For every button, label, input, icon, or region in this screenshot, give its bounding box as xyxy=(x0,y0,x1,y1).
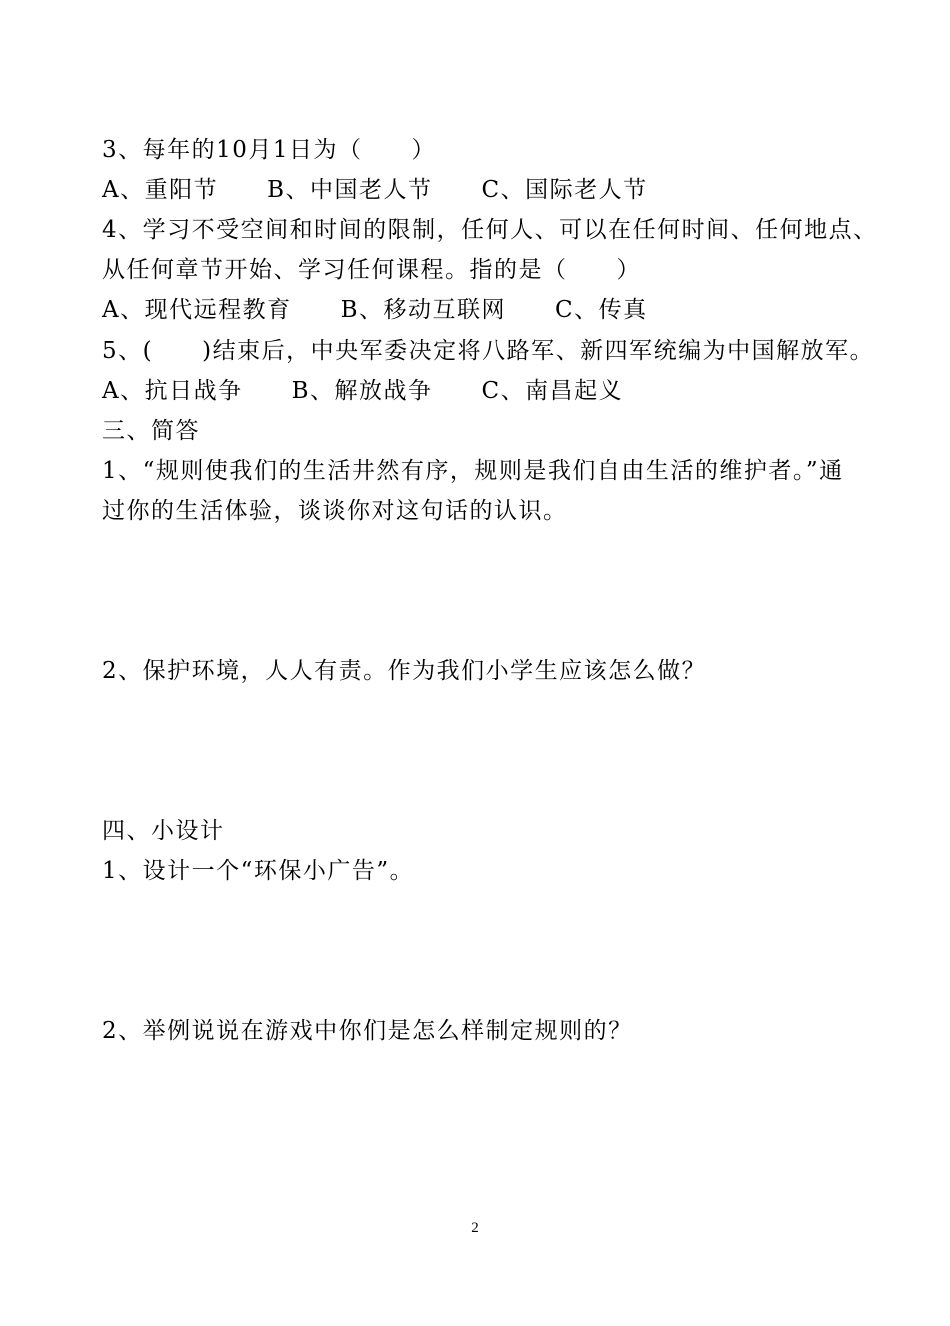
question-5: 5、( )结束后，中央军委决定将八路军、新四军统编为中国解放军。 xyxy=(102,338,875,364)
question-4-options: A、现代远程教育 B、移动互联网 C、传真 xyxy=(102,297,648,323)
section-4-question-1: 1、设计一个“环保小广告”。 xyxy=(102,858,415,884)
question-5-options: A、抗日战争 B、解放战争 C、南昌起义 xyxy=(102,378,624,404)
question-4-line-2: 从任何章节开始、学习任何课程。指的是（ ） xyxy=(102,257,641,283)
section-4-question-2: 2、举例说说在游戏中你们是怎么样制定规则的？ xyxy=(102,1018,633,1044)
section-3-question-1-line-1: 1、“规则使我们的生活井然有序，规则是我们自由生活的维护者。”通 xyxy=(102,458,844,484)
question-3-options: A、重阳节 B、中国老人节 C、国际老人节 xyxy=(102,177,648,203)
section-3-question-2: 2、保护环境，人人有责。作为我们小学生应该怎么做？ xyxy=(102,658,707,684)
question-4-line-1: 4、学习不受空间和时间的限制，任何人、可以在任何时间、任何地点、 xyxy=(102,217,878,243)
question-3: 3、每年的10月1日为（ ） xyxy=(102,137,437,163)
page-number: 2 xyxy=(471,1220,479,1236)
section-4-title: 四、小设计 xyxy=(102,818,225,844)
section-3-question-1-line-2: 过你的生活体验，谈谈你对这句话的认识。 xyxy=(102,498,568,524)
section-3-title: 三、简答 xyxy=(102,418,200,444)
